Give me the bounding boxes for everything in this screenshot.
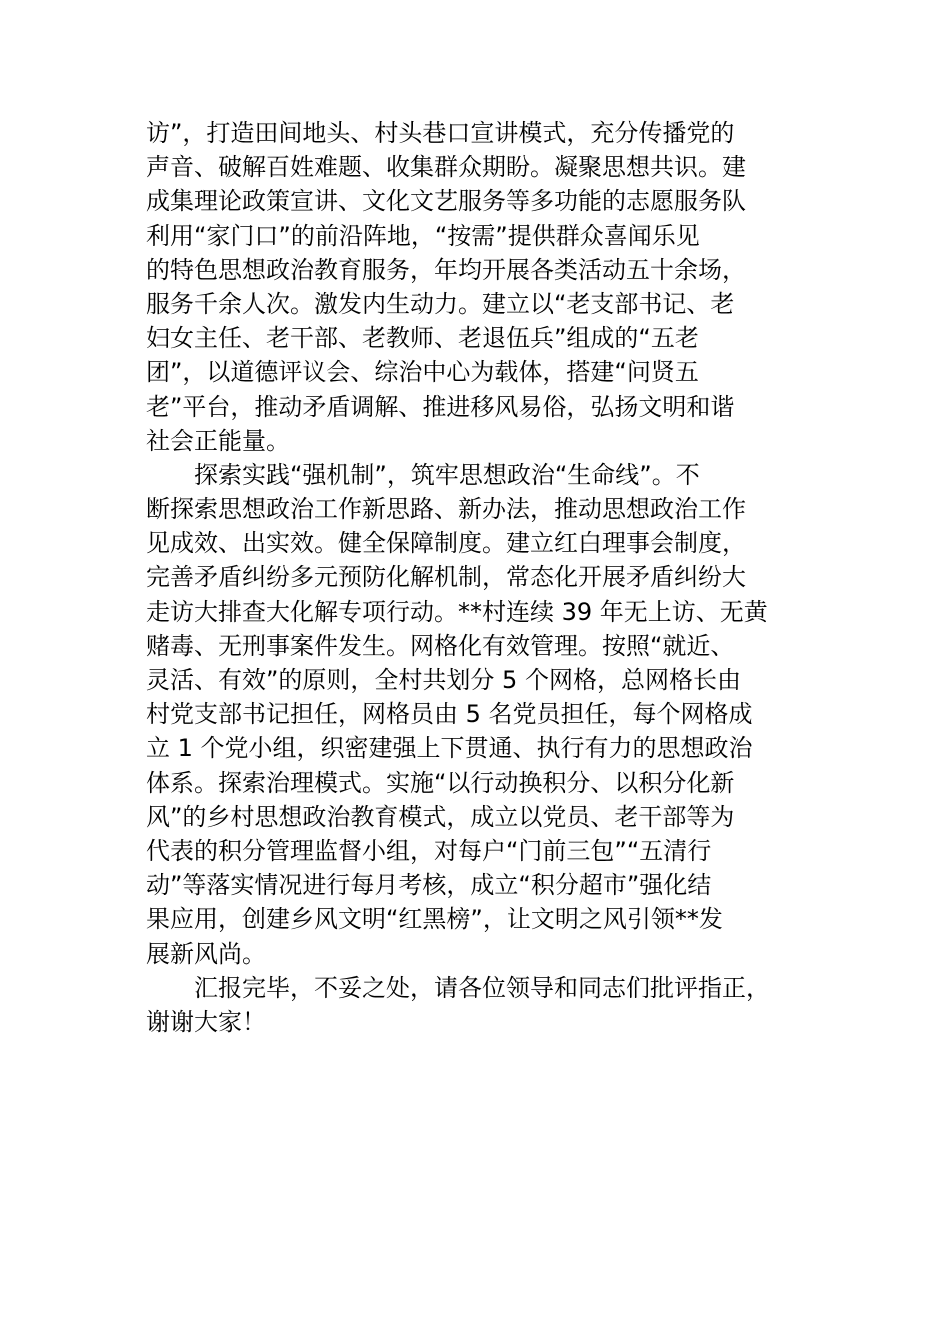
text-line: 代表的积分管理监督小组，对每户“门前三包”“五清行 xyxy=(146,836,712,865)
text-line: 谢谢大家！ xyxy=(146,1007,266,1036)
document-body xyxy=(146,116,836,1039)
text-line: 探索实践“强机制”，筑牢思想政治“生命线”。不 xyxy=(194,460,700,489)
text-line: 见成效、出实效。健全保障制度。建立红白理事会制度， xyxy=(146,529,746,558)
text-line: 体系。探索治理模式。实施“以行动换积分、以积分化新 xyxy=(146,768,735,797)
text-line: 的特色思想政治教育服务，年均开展各类活动五十余场， xyxy=(146,255,746,284)
text-line: 老”平台，推动矛盾调解、推进移风易俗，弘扬文明和谐 xyxy=(146,392,735,421)
paragraph-1 xyxy=(146,116,836,458)
text-line: 完善矛盾纠纷多元预防化解机制，常态化开展矛盾纠纷大 xyxy=(146,563,746,592)
text-line: 访”，打造田间地头、村头巷口宣讲模式，充分传播党的 xyxy=(146,119,735,147)
text-line: 断探索思想政治工作新思路、新办法，推动思想政治工作 xyxy=(146,495,746,524)
text-line: 动”等落实情况进行每月考核，成立“积分超市”强化结 xyxy=(146,871,712,900)
text-line: 村党支部书记担任，网格员由 5 名党员担任，每个网格成 xyxy=(146,700,753,729)
text-line: 声音、破解百姓难题、收集群众期盼。凝聚思想共识。建 xyxy=(146,153,746,182)
text-line: 立 1 个党小组，织密建强上下贯通、执行有力的思想政治 xyxy=(146,734,753,763)
text-line: 服务千余人次。激发内生动力。建立以“老支部书记、老 xyxy=(146,289,735,318)
text-line: 团”，以道德评议会、综治中心为载体，搭建“问贤五 xyxy=(146,358,699,387)
text-line: 果应用，创建乡风文明“红黑榜”，让文明之风引领**发 xyxy=(146,905,723,934)
text-line: 妇女主任、老干部、老教师、老退伍兵”组成的“五老 xyxy=(146,324,699,353)
text-line: 赌毒、无刑事案件发生。网格化有效管理。按照“就近、 xyxy=(146,631,735,660)
paragraph-3 xyxy=(146,971,836,1039)
text-line: 利用“家门口”的前沿阵地，“按需”提供群众喜闻乐见 xyxy=(146,221,700,250)
text-line: 展新风尚。 xyxy=(146,939,266,968)
text-line: 灵活、有效”的原则，全村共划分 5 个网格，总网格长由 xyxy=(146,666,741,694)
text-line: 汇报完毕，不妥之处，请各位领导和同志们批评指正， xyxy=(194,973,770,1002)
text-line: 走访大排查大化解专项行动。**村连续 39 年无上访、无黄 xyxy=(146,597,768,626)
paragraph-2 xyxy=(146,458,836,971)
text-line: 成集理论政策宣讲、文化文艺服务等多功能的志愿服务队 xyxy=(146,187,746,216)
text-line: 风”的乡村思想政治教育模式，成立以党员、老干部等为 xyxy=(146,802,735,831)
text-line: 社会正能量。 xyxy=(146,426,290,455)
